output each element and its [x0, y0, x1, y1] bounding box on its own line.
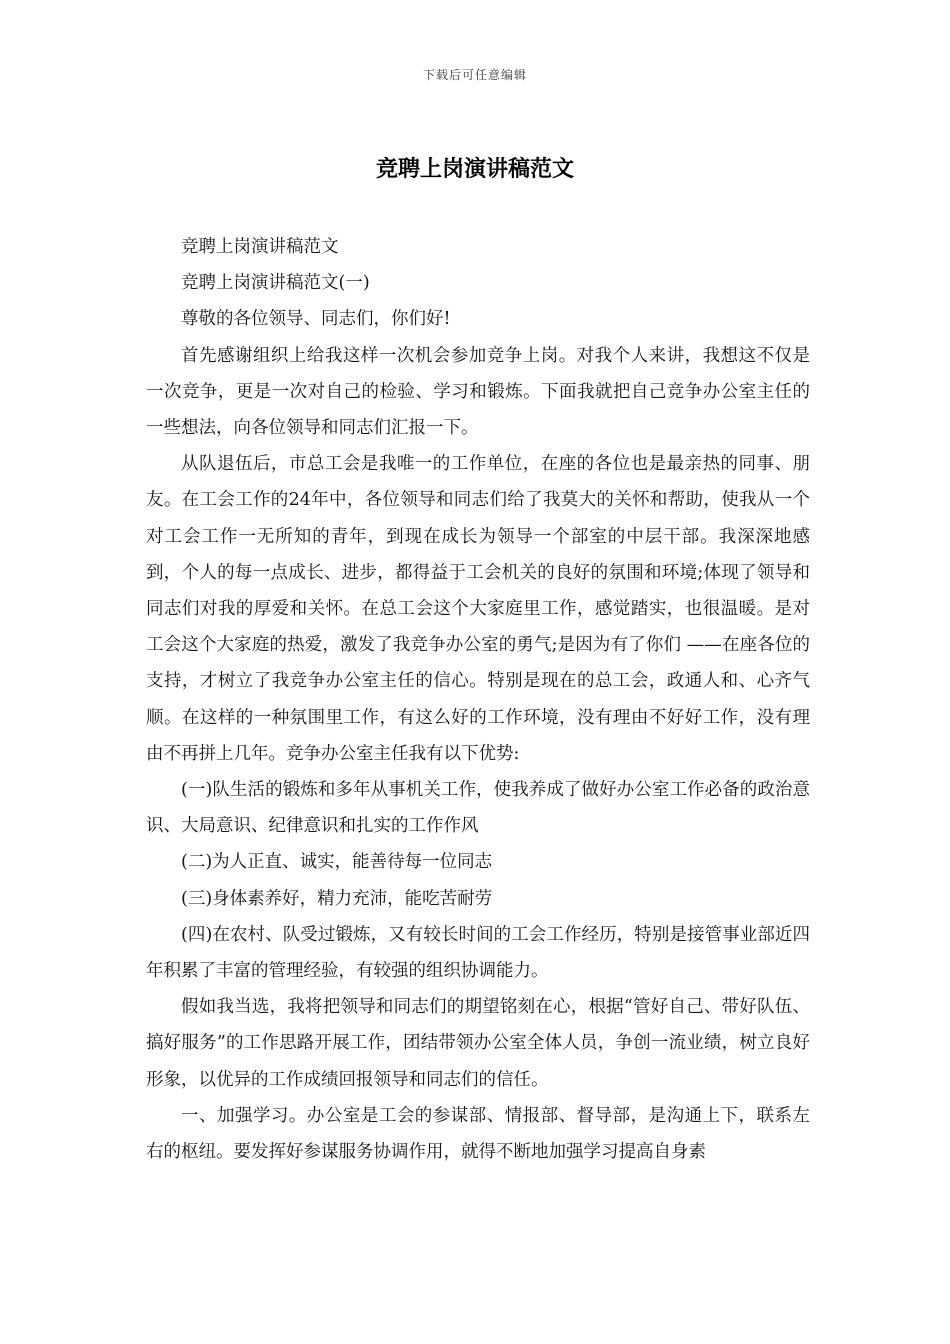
- paragraph-background: 从队退伍后，市总工会是我唯一的工作单位，在座的各位也是最亲热的同事、朋友。在工会工作的24年中，各位领导和同志们给了我莫大的关怀和帮助，使我从一个对工会工作一无所知的青年，到现在成长为领导一个部室的中层干部。我深深地感到，个人的每一点成长、进步，都得益于工会机关的良好的氛围和环境;体现了领导和同志们对我的厚爱和关怀。在总工会这个大家庭里工作，感觉踏实，也很温暖。是对工会这个大家庭的热爱，激发了我竞争办公室的勇气;是因为有了你们 ——在座各位的支持，才树立了我竞争办公室主任的信心。特别是现在的总工会，政通人和、心齐气顺。在这样的一种氛围里工作，有这么好的工作环境，没有理由不好好工作，没有理由不再拼上几年。竞争办公室主任我有以下优势:: [146, 454, 810, 764]
- paragraph-plan-1: 一、加强学习。办公室是工会的参谋部、情报部、督导部，是沟通上下，联系左右的枢纽。要发挥好参谋服务协调作用，就得不断地加强学习提高自身素: [146, 1105, 810, 1163]
- paragraph-advantage-4: (四)在农村、队受过锻炼，又有较长时间的工会工作经历，特别是接管事业部近四年积累了丰富的管理经验，有较强的组织协调能力。: [146, 924, 810, 982]
- document-body: [146, 229, 810, 1170]
- paragraph-advantage-3: (三)身体素养好，精力充沛，能吃苦耐劳: [181, 888, 493, 909]
- paragraph-commitment: 假如我当选，我将把领导和同志们的期望铭刻在心，根据“管好自己、带好队伍、搞好服务”的工作思路开展工作，团结带领办公室全体人员，争创一流业绩，树立良好形象，以优异的工作成绩回报领导和同志们的信任。: [146, 997, 810, 1090]
- paragraph-subtitle: 竞聘上岗演讲稿范文: [181, 237, 339, 257]
- paragraph-greeting: 尊敬的各位领导、同志们，你们好!: [181, 309, 451, 330]
- header-note: 下载后可任意编辑: [422, 68, 527, 82]
- paragraph-advantage-1: (一)队生活的锻炼和多年从事机关工作，使我养成了做好办公室工作必备的政治意识、大局意识、纪律意识和扎实的工作作风: [146, 780, 810, 837]
- document-title: 竞聘上岗演讲稿范文: [375, 156, 574, 182]
- paragraph-section-heading: 竞聘上岗演讲稿范文(一): [181, 273, 370, 294]
- paragraph-advantage-2: (二)为人正直、诚实，能善待每一位同志: [181, 852, 493, 873]
- paragraph-intro: 首先感谢组织上给我这样一次机会参加竞争上岗。对我个人来讲，我想这不仅是一次竞争，更是一次对自己的检验、学习和锻炼。下面我就把自己竞争办公室主任的一些想法，向各位领导和同志们汇报一下。: [146, 345, 810, 439]
